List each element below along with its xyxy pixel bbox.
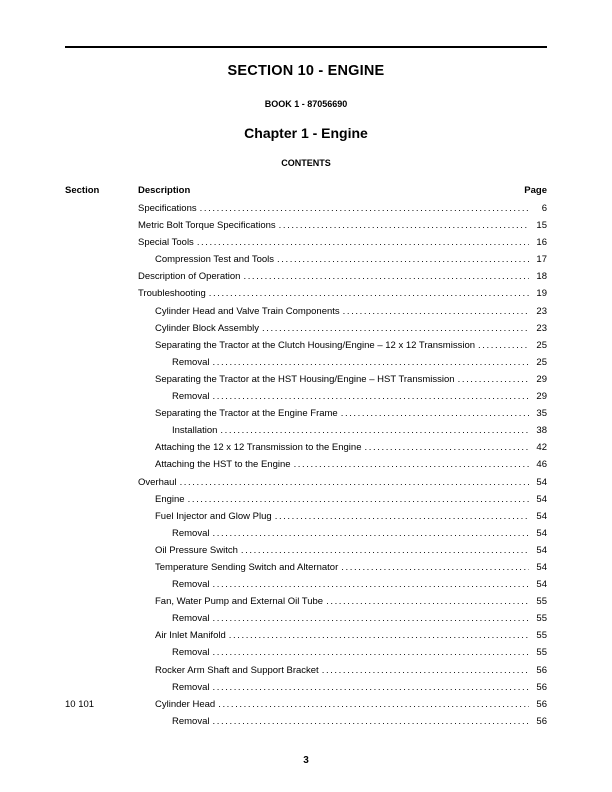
toc-description: Removal	[172, 391, 210, 403]
toc-description: Engine	[155, 493, 185, 505]
toc-row	[65, 288, 547, 305]
toc-row	[65, 596, 547, 613]
dot-leader	[213, 528, 530, 539]
toc-page-number: 19	[536, 288, 547, 300]
toc-page-number: 56	[536, 715, 547, 727]
toc-page-number: 6	[541, 203, 547, 214]
toc-row	[65, 408, 547, 425]
dot-leader	[213, 716, 530, 727]
toc-page-number: 55	[536, 613, 547, 625]
section-title: SECTION 10 - ENGINE	[227, 63, 385, 79]
dot-leader	[188, 494, 529, 505]
chapter-title: Chapter 1 - Engine	[244, 125, 368, 141]
toc-row	[65, 374, 547, 391]
column-header-section: Section	[65, 185, 100, 196]
toc-page-number: 18	[536, 271, 547, 283]
toc-row	[65, 391, 547, 408]
toc-page-number: 23	[536, 305, 547, 317]
toc-description: Oil Pressure Switch	[155, 544, 238, 556]
toc-row	[65, 357, 547, 374]
toc-description: Temperature Sending Switch and Alternator	[155, 561, 339, 573]
toc-page-number: 46	[536, 459, 547, 471]
dot-leader	[213, 682, 530, 693]
dot-leader	[365, 442, 530, 453]
toc-description: Fan, Water Pump and External Oil Tube	[155, 596, 324, 608]
toc-row	[65, 579, 547, 596]
toc-page-number: 55	[536, 630, 547, 642]
dot-leader	[220, 425, 529, 436]
toc-row	[65, 647, 547, 664]
toc-page-number: 25	[536, 339, 547, 351]
toc-description: Attaching the HST to the Engine	[155, 459, 291, 471]
toc-row	[65, 340, 547, 357]
toc-description: Separating the Tractor at the Clutch Housing/Engine – 12 x 12 Transmission	[155, 339, 476, 351]
toc-description: Cylinder Head	[155, 698, 216, 710]
dot-leader	[213, 391, 530, 402]
toc-description: Installation	[172, 425, 218, 437]
toc-row	[65, 682, 547, 699]
toc-description: Overhaul	[138, 476, 177, 488]
contents-label: CONTENTS	[281, 158, 331, 168]
toc-description: Metric Bolt Torque Specifications	[138, 220, 276, 232]
toc-row	[65, 323, 547, 340]
dot-leader	[262, 323, 529, 334]
toc-page-number: 54	[536, 544, 547, 556]
toc-description: Removal	[172, 613, 210, 625]
toc-row	[65, 562, 547, 579]
toc-page-number: 55	[536, 647, 547, 659]
dot-leader	[277, 254, 529, 265]
toc-row	[65, 425, 547, 442]
dot-leader	[322, 665, 529, 676]
toc-row	[65, 254, 547, 271]
dot-leader	[197, 237, 529, 248]
toc-row	[65, 511, 547, 528]
toc-rows	[65, 203, 547, 733]
toc-row	[65, 613, 547, 630]
toc-description: Troubleshooting	[138, 288, 206, 300]
toc-row	[65, 306, 547, 323]
dot-leader	[241, 545, 529, 556]
toc-page-number: 23	[536, 322, 547, 334]
book-number: BOOK 1 - 87056690	[264, 99, 348, 109]
toc-page-number: 16	[536, 237, 547, 249]
toc-row	[65, 630, 547, 647]
toc-page-number: 42	[536, 442, 547, 454]
toc-description: Removal	[172, 681, 210, 693]
toc-row	[65, 494, 547, 511]
toc-row	[65, 528, 547, 545]
toc-description: Separating the Tractor at the Engine Frame	[155, 408, 338, 420]
dot-leader	[341, 562, 529, 573]
dot-leader	[341, 408, 529, 419]
toc-page-number: 17	[536, 254, 547, 266]
dot-leader	[180, 477, 529, 488]
toc-description: Special Tools	[138, 237, 194, 249]
dot-leader	[213, 613, 530, 624]
toc-page-number: 29	[536, 373, 547, 385]
dot-leader	[200, 203, 529, 214]
toc-description: Removal	[172, 356, 210, 368]
toc-description: Fuel Injector and Glow Plug	[155, 510, 272, 522]
toc-row	[65, 442, 547, 459]
page-number: 3	[303, 755, 309, 766]
toc-page-number: 54	[536, 510, 547, 522]
toc-description: Description of Operation	[138, 271, 241, 283]
toc-row	[65, 459, 547, 476]
toc-page-number: 56	[536, 681, 547, 693]
toc-page-number: 29	[536, 391, 547, 403]
toc-description: Cylinder Head and Valve Train Components	[155, 305, 340, 317]
dot-leader	[213, 357, 530, 368]
toc-description: Air Inlet Manifold	[155, 630, 226, 642]
toc-page-number: 54	[536, 527, 547, 539]
toc-page-number: 38	[536, 425, 547, 437]
dot-leader	[229, 630, 529, 641]
dot-leader	[326, 596, 529, 607]
toc-page-number: 56	[536, 664, 547, 676]
toc-description: Removal	[172, 715, 210, 727]
toc-row	[65, 271, 547, 288]
toc-page-number: 55	[536, 596, 547, 608]
toc-page-number: 35	[536, 408, 547, 420]
toc-row	[65, 203, 547, 220]
dot-leader	[279, 220, 529, 231]
toc-page-number: 54	[536, 561, 547, 573]
toc-description: Rocker Arm Shaft and Support Bracket	[155, 664, 319, 676]
toc-page-number: 25	[536, 356, 547, 368]
dot-leader	[478, 340, 529, 351]
dot-leader	[209, 288, 529, 299]
dot-leader	[213, 647, 530, 658]
toc-row	[65, 699, 547, 716]
column-header-page: Page	[524, 185, 547, 196]
toc-row	[65, 545, 547, 562]
toc-row	[65, 716, 547, 733]
toc-description: Specifications	[138, 203, 197, 214]
dot-leader	[343, 306, 529, 317]
top-rule	[65, 46, 547, 48]
toc-description: Removal	[172, 527, 210, 539]
dot-leader	[458, 374, 529, 385]
toc-page-number: 54	[536, 579, 547, 591]
toc-description: Removal	[172, 579, 210, 591]
dot-leader	[275, 511, 529, 522]
toc-description: Attaching the 12 x 12 Transmission to the Engine	[155, 442, 362, 454]
toc-row	[65, 477, 547, 494]
toc-description: Removal	[172, 647, 210, 659]
dot-leader	[218, 699, 529, 710]
toc-page-number: 15	[536, 220, 547, 232]
toc-page-number: 54	[536, 476, 547, 488]
column-header-description: Description	[138, 185, 191, 196]
toc-column-headers	[65, 185, 547, 196]
toc-row	[65, 220, 547, 237]
toc-description: Cylinder Block Assembly	[155, 322, 260, 334]
dot-leader	[213, 579, 530, 590]
toc-row	[65, 665, 547, 682]
toc-description: Separating the Tractor at the HST Housing/Engine – HST Transmission	[155, 373, 455, 385]
toc-page-number: 56	[536, 698, 547, 710]
toc-section-number: 10 101	[65, 698, 95, 710]
toc-description: Compression Test and Tools	[155, 254, 274, 266]
dot-leader	[243, 271, 529, 282]
dot-leader	[294, 459, 529, 470]
toc-row	[65, 237, 547, 254]
toc-page-number: 54	[536, 493, 547, 505]
